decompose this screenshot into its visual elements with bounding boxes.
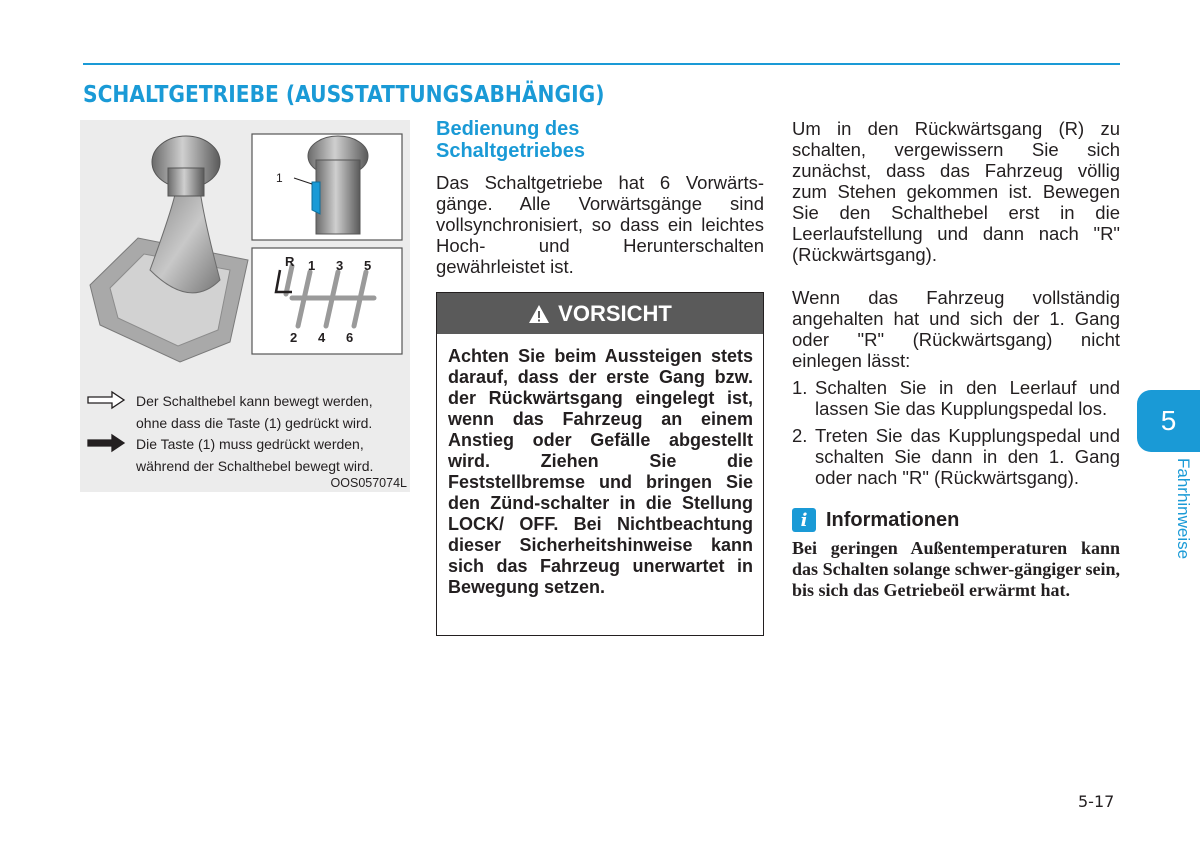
list-item-text: Schalten Sie in den Leerlauf und lassen Sie das Kupplungspedal los. [815,377,1120,419]
legend-item-solid [86,433,373,477]
gear-label-5: 5 [364,258,372,273]
gear-label-3: 3 [336,258,344,273]
legend-solid-line2: während der Schalthebel bewegt wird. [136,458,374,474]
column-reverse [792,118,1120,601]
caution-header [437,293,763,334]
legend-outline-line2: ohne dass die Taste (1) gedrückt wird. [136,415,373,431]
legend-item-outline [86,390,373,434]
page-number: 5-17 [1078,792,1115,811]
info-icon: i [792,508,816,532]
not-engaging-paragraph: Wenn das Fahrzeug vollständig angehalten hat und sich der 1. Gang oder "R" (Rückwärtsgang) nicht einlegen lässt: [792,287,1120,371]
chapter-label [1173,458,1195,568]
steps-list [792,377,1120,488]
info-title: Informationen [826,508,960,531]
outline-arrow-icon [86,390,126,410]
column-operation [436,118,764,277]
list-item [792,425,1120,488]
chapter-label-text: Fahrhinweise [1174,458,1193,560]
caution-title: VORSICHT [558,300,672,326]
info-text: Bei geringen Außentemperaturen kann das Schalten solange schwer-gängiger sein, bis sich das Getriebeöl erwärmt hat. [792,538,1120,600]
chapter-tab[interactable]: 5 [1137,390,1200,452]
subheading [436,118,764,162]
list-item-number: 1. [792,377,808,398]
list-item-number: 2. [792,425,808,446]
caution-text: Achten Sie beim Aussteigen stets darauf, dass der erste Gang bzw. der Rückwärtsgang eingelegt ist, wenn das Fahrzeug an einem Anstieg oder Gefälle abgestellt wird. Ziehen Sie die Feststellbremse und bringen Sie den Zünd-schalter in die Stellung LOCK/ OFF. Bei Nichtbeachtung dieser Sicherheitshinweise kann sich das Fahrzeug unerwartet in Bewegung setzen. [448,346,753,597]
gear-label-r: R [285,254,295,269]
warning-triangle-icon [528,304,550,324]
gear-shift-figure [80,120,410,492]
solid-arrow-icon [86,433,126,453]
gear-label-4: 4 [318,330,326,345]
list-item [792,377,1120,419]
legend-outline-line1: Der Schalthebel kann bewegt werden, [136,393,373,409]
subheading-line2: Schaltgetriebes [436,140,585,162]
operation-paragraph: Das Schaltgetriebe hat 6 Vorwärts-gänge. Alle Vorwärtsgänge sind vollsynchronisiert, so dass ein leichtes Hoch- und Herunterschalten gewährleistet ist. [436,172,764,277]
subheading-line1: Bedienung des [436,118,580,140]
gear-label-2: 2 [290,330,298,345]
top-rule [83,63,1120,65]
info-header [792,508,1120,532]
gear-label-1: 1 [308,258,316,273]
legend-solid-line1: Die Taste (1) muss gedrückt werden, [136,436,364,452]
section-title: SCHALTGETRIEBE (AUSSTATTUNGSABHÄNGIG) [83,82,605,108]
list-item-text: Treten Sie das Kupplungspedal und schalten Sie dann in den 1. Gang oder nach "R" (Rückwärtsgang). [815,425,1120,488]
gear-label-6: 6 [346,330,354,345]
caution-box [436,292,764,636]
callout-1-label: 1 [276,171,283,185]
reverse-paragraph: Um in den Rückwärtsgang (R) zu schalten, vergewissern Sie sich zunächst, dass das Fahrzeug völlig zum Stehen gekommen ist. Bewegen Sie den Schalthebel erst in die Leerlaufstellung und dann nach "R" (Rückwärtsgang). [792,118,1120,265]
figure-code: OOS057074L [330,476,407,490]
